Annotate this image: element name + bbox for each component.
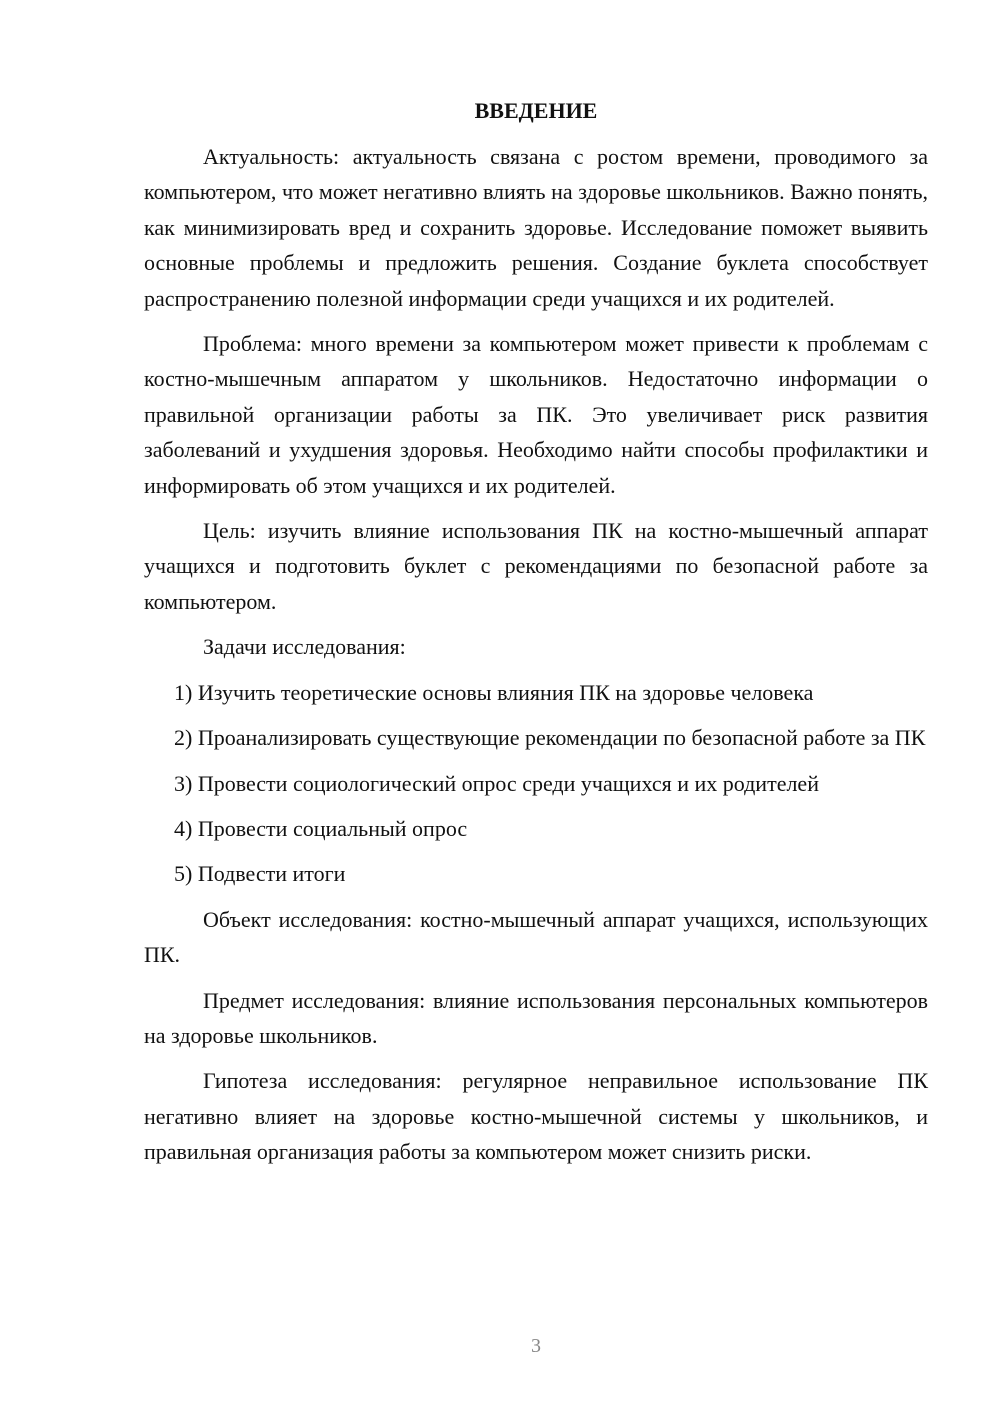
- paragraph-relevance: Актуальность: актуальность связана с ростом времени, проводимого за компьютером, что может негативно влиять на здоровье школьников. Важно понять, как минимизировать вред и сохранить здоровье. Исследование поможет выявить основные проблемы и предложить решения. Создание буклета способствует распространению полезной информации среди учащихся и их родителей.: [144, 144, 928, 311]
- paragraph-subject: Предмет исследования: влияние использования персональных компьютеров на здоровье школьников.: [144, 987, 928, 1048]
- task-item-1: 1) Изучить теоретические основы влияния ПК на здоровье человека: [174, 679, 814, 705]
- paragraph-hypothesis: Гипотеза исследования: регулярное неправильное использование ПК негативно влияет на здоровье костно-мышечной системы у школьников, и правильная организация работы за компьютером может снизить риски.: [144, 1068, 928, 1165]
- task-item-3: 3) Провести социологический опрос среди учащихся и их родителей: [174, 770, 819, 796]
- paragraph-object: Объект исследования: костно-мышечный аппарат учащихся, использующих ПК.: [144, 906, 928, 968]
- document-page: [144, 96, 928, 1180]
- page-title: ВВЕДЕНИЕ: [474, 98, 598, 123]
- task-item-4: 4) Провести социальный опрос: [174, 815, 468, 841]
- page-number: 3: [531, 1335, 541, 1357]
- task-item-5: 5) Подвести итоги: [174, 861, 346, 887]
- paragraph-goal: Цель: изучить влияние использования ПК на костно-мышечный аппарат учащихся и подготовить буклет с рекомендациями по безопасной работе за компьютером.: [144, 518, 928, 614]
- paragraph-tasks-heading: Задачи исследования:: [203, 634, 406, 660]
- paragraph-problem: Проблема: много времени за компьютером может привести к проблемам с костно-мышечным аппаратом у школьников. Недостаточно информации о правильной организации работы за ПК. Это увеличивает риск развития заболеваний и ухудшения здоровья. Необходимо найти способы профилактики и информировать об этом учащихся и их родителей.: [144, 331, 928, 498]
- task-item-2: 2) Проанализировать существующие рекомендации по безопасной работе за ПК: [174, 725, 926, 751]
